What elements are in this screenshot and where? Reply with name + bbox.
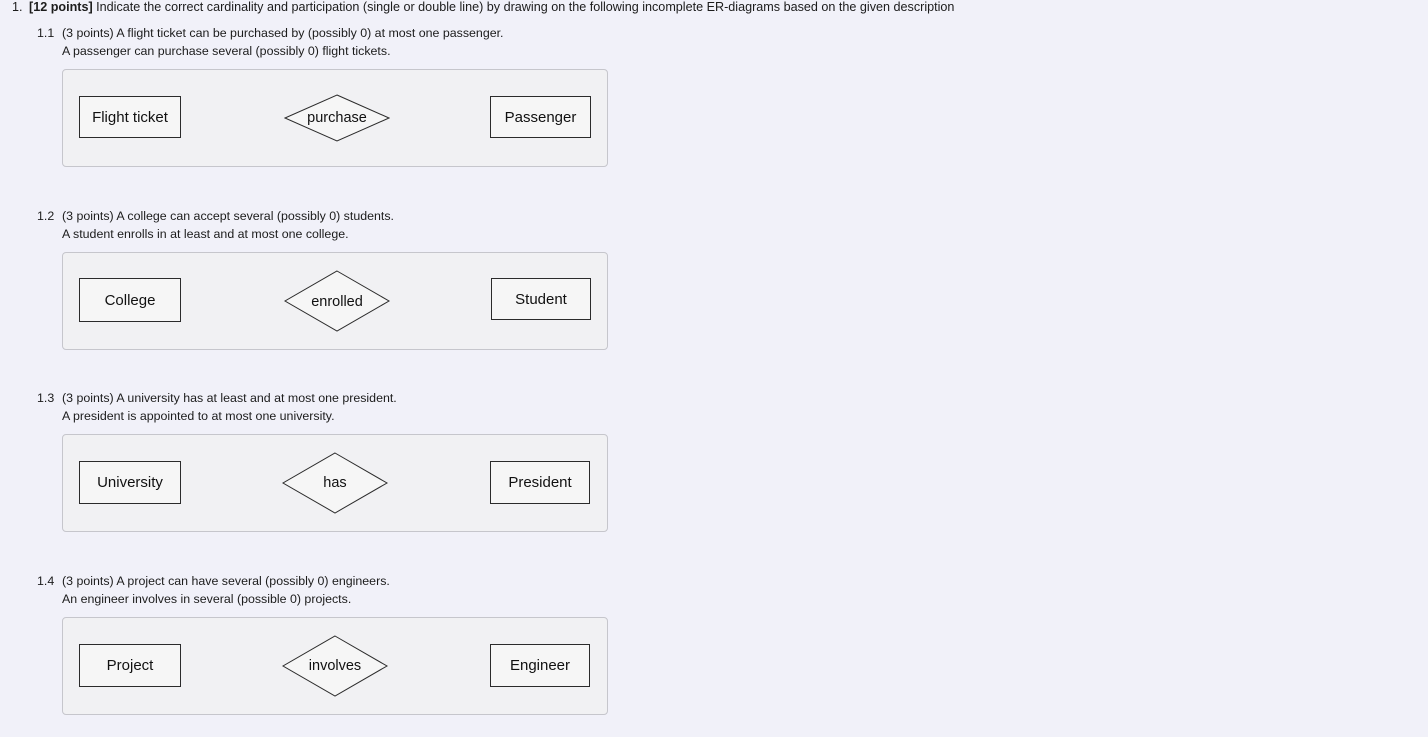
entity-box[interactable]: University [79,461,181,504]
part-line-1: (3 points) A flight ticket can be purchased by (possibly 0) at most one passenger. [62,26,504,40]
part-line-2: A student enrolls in at least and at most one college. [62,227,349,241]
part-line-1: (3 points) A university has at least and at most one president. [62,391,397,405]
er-diagram-1[interactable] [62,69,608,167]
relationship-diamond[interactable] [282,635,388,697]
entity-box[interactable]: Project [79,644,181,687]
entity-box[interactable]: President [490,461,590,504]
question-number: 1. [12,0,23,14]
relationship-label: enrolled [311,294,363,310]
question-text: Indicate the correct cardinality and participation (single or double line) by drawing on the following incomplete ER-diagrams based on the given description [96,0,955,14]
relationship-label: has [323,475,347,491]
er-diagram-4[interactable] [62,617,608,715]
entity-box[interactable]: College [79,278,181,322]
entity-box[interactable]: Student [491,278,591,320]
part-3-description [37,389,397,425]
part-number: 1.3 [37,391,55,405]
part-line-2: A president is appointed to at most one university. [62,409,335,423]
part-line-2: A passenger can purchase several (possibly 0) flight tickets. [62,44,391,58]
er-diagram-2[interactable] [62,252,608,350]
entity-box[interactable]: Passenger [490,96,591,138]
part-line-1: (3 points) A college can accept several (possibly 0) students. [62,209,394,223]
relationship-label: involves [308,658,362,674]
part-2-description [37,207,394,243]
relationship-label: purchase [307,110,367,126]
er-diagram-3[interactable] [62,434,608,532]
relationship-diamond[interactable] [284,270,390,332]
part-line-1: (3 points) A project can have several (possibly 0) engineers. [62,574,390,588]
part-number: 1.4 [37,574,55,588]
question-header [12,0,954,15]
part-number: 1.1 [37,26,55,40]
question-points: [12 points] [29,0,93,14]
relationship-diamond[interactable] [282,452,388,514]
part-number: 1.2 [37,209,55,223]
entity-box[interactable]: Engineer [490,644,590,687]
entity-box[interactable]: Flight ticket [79,96,181,138]
part-line-2: An engineer involves in several (possible 0) projects. [62,592,352,606]
part-1-description [37,24,504,60]
part-4-description [37,572,390,608]
relationship-diamond[interactable] [284,94,390,142]
